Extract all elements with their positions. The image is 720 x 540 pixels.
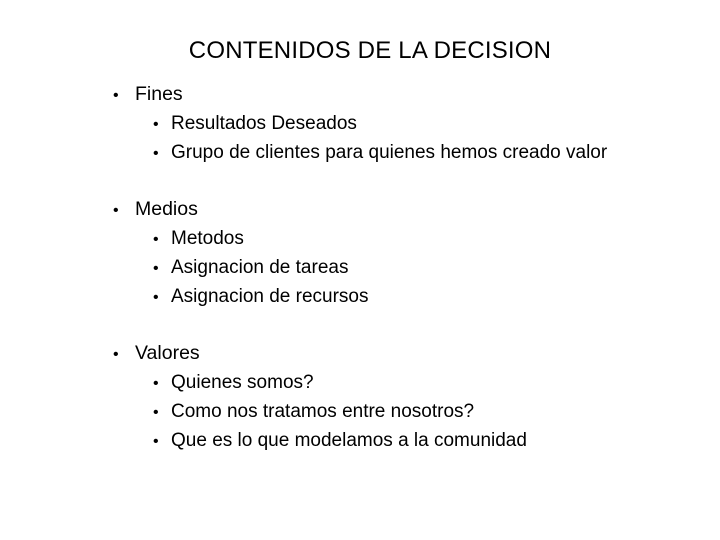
list-item: [113, 368, 713, 397]
list-item: [113, 397, 713, 426]
section-heading-text: Medios: [135, 198, 198, 220]
section-valores: [113, 339, 713, 455]
list-item-text: Quienes somos?: [171, 372, 314, 393]
section-heading: [113, 80, 713, 109]
bullet-icon: •: [153, 289, 159, 306]
list-item-text: Como nos tratamos entre nosotros?: [171, 401, 475, 422]
bullet-icon: •: [153, 433, 159, 450]
list-item-text: Grupo de clientes para quienes hemos creado valor: [171, 142, 608, 163]
bullet-icon: •: [153, 404, 159, 421]
list-item-text: Que es lo que modelamos a la comunidad: [171, 430, 527, 451]
section-fines: [113, 80, 713, 167]
list-item-text: Asignacion de tareas: [171, 257, 349, 278]
bullet-icon: •: [153, 375, 159, 392]
bullet-list: [113, 80, 713, 483]
bullet-icon: •: [113, 202, 119, 219]
bullet-icon: •: [113, 87, 119, 104]
list-item: [113, 138, 713, 167]
section-heading-text: Fines: [135, 83, 183, 105]
bullet-icon: •: [153, 145, 159, 162]
bullet-icon: •: [153, 260, 159, 277]
section-heading: [113, 339, 713, 368]
list-item: [113, 282, 713, 311]
bullet-icon: •: [113, 346, 119, 363]
list-item: [113, 426, 713, 455]
bullet-icon: •: [153, 231, 159, 248]
list-item: [113, 224, 713, 253]
list-item-text: Metodos: [171, 228, 244, 249]
slide-title: CONTENIDOS DE LA DECISION: [188, 37, 552, 64]
list-item-text: Asignacion de recursos: [171, 286, 369, 307]
list-item: [113, 109, 713, 138]
section-heading-text: Valores: [135, 342, 200, 364]
list-item-text: Resultados Deseados: [171, 113, 357, 134]
bullet-icon: •: [153, 116, 159, 133]
list-item: [113, 253, 713, 282]
section-heading: [113, 195, 713, 224]
section-medios: [113, 195, 713, 311]
